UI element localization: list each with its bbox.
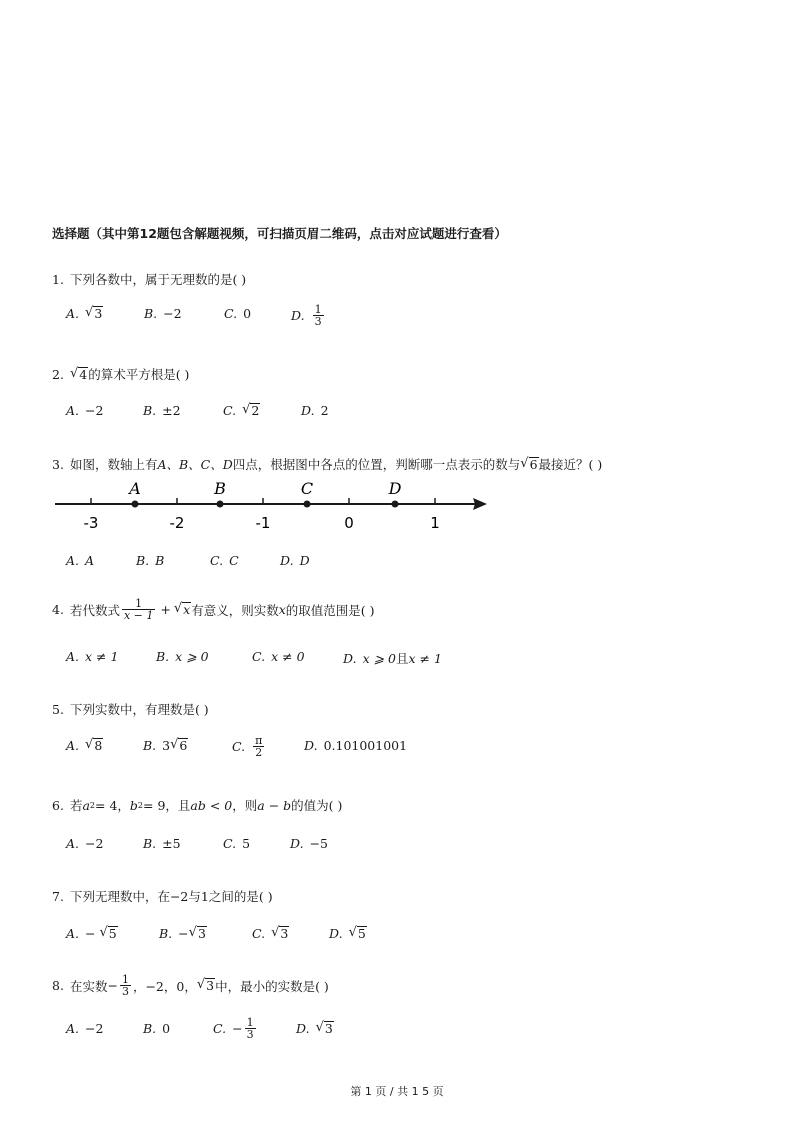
- question-7: 7. 下列无理数中，在 −2 与 1 之间的是( ): [52, 888, 273, 904]
- option-b[interactable]: B. 3 √ 6: [143, 737, 188, 754]
- point-b: [217, 501, 224, 508]
- option-a[interactable]: A. − √ 5: [66, 925, 117, 942]
- tick-label: -3: [83, 514, 99, 532]
- option-b[interactable]: B. ±2: [143, 403, 181, 418]
- option-c[interactable]: C. 5: [223, 836, 251, 851]
- option-a[interactable]: A. A: [66, 553, 95, 568]
- option-a[interactable]: A. √ 8: [66, 737, 103, 754]
- option-a[interactable]: A. √ 3: [66, 305, 103, 322]
- question-5: 5. 下列实数中，有理数是( ): [52, 701, 209, 717]
- tick-label: -1: [255, 514, 271, 532]
- point-label: C: [300, 479, 314, 498]
- question-2: 2. √ 4 的算术平方根是( ): [52, 365, 190, 382]
- question-8: 8. 在实数 − $\frac{1}{3}$ ，−2，0， √ 3 中，最小的实数是( ): [52, 973, 329, 998]
- point-label: D: [388, 479, 402, 498]
- point-c: [304, 501, 311, 508]
- question-stem: 下列实数中，有理数是( ): [69, 702, 209, 717]
- option-c[interactable]: C. C: [210, 553, 239, 568]
- option-d[interactable]: D. $\frac{1}{3}$: [291, 303, 322, 328]
- question-number: 1.: [52, 271, 64, 287]
- option-a[interactable]: A. −2: [66, 836, 104, 851]
- option-d[interactable]: D. x ⩾ 0 且 x ≠ 1: [343, 650, 442, 666]
- question-4: 4. 若代数式 $\frac{1}{x - 1}$ + √ x 有意义，则实数 x 的取值范围是( ): [52, 597, 375, 622]
- option-b[interactable]: B. − √ 3: [159, 925, 206, 942]
- option-c[interactable]: C. √ 2: [223, 402, 260, 419]
- option-d[interactable]: D. −5: [290, 836, 328, 851]
- option-a[interactable]: A. −2: [66, 403, 104, 418]
- axis-arrow-icon: [473, 498, 487, 510]
- question-3: 3. 如图，数轴上有 A、B、C、D 四点，根据图中各点的位置，判断哪一点表示的数与 √ 6 最接近？( ): [52, 455, 603, 472]
- option-b[interactable]: B. ±5: [143, 836, 181, 851]
- number-line: [55, 478, 495, 538]
- tick-label: 0: [344, 514, 354, 532]
- option-a[interactable]: A. −2: [66, 1021, 104, 1036]
- option-b[interactable]: B. 0: [143, 1021, 171, 1036]
- point-a: [132, 501, 139, 508]
- question-stem: 的算术平方根是( ): [88, 367, 190, 382]
- option-c[interactable]: C. x ≠ 0: [252, 649, 305, 664]
- option-c[interactable]: C. 0: [224, 306, 252, 321]
- option-b[interactable]: B. x ⩾ 0: [156, 649, 209, 664]
- page-footer: 第 1 页 / 共 1 5 页: [350, 1085, 444, 1098]
- option-d[interactable]: D. D: [280, 553, 310, 568]
- question-1: [52, 270, 246, 288]
- question-6: 6. 若 a 2 = 4， b 2 = 9，且 ab < 0 ，则 a − b 的值为( ): [52, 797, 343, 813]
- question-stem: 下列各数中，属于无理数的是( ): [69, 272, 247, 287]
- point-d: [392, 501, 399, 508]
- option-b[interactable]: B. −2: [144, 306, 182, 321]
- point-label: A: [129, 479, 141, 498]
- option-c[interactable]: C. √ 3: [252, 925, 289, 942]
- section-title: 选择题（其中第12题包含解题视频，可扫描页眉二维码，点击对应试题进行查看）: [52, 226, 507, 241]
- option-d[interactable]: D. √ 5: [329, 925, 366, 942]
- point-label: B: [214, 479, 226, 498]
- tick-label: 1: [430, 514, 440, 532]
- option-d[interactable]: D. 0.101001001: [304, 738, 408, 753]
- option-d[interactable]: D. 2: [301, 403, 329, 418]
- option-c[interactable]: C. $\frac{\pi}{2}$: [232, 734, 263, 759]
- option-d[interactable]: D. √ 3: [296, 1020, 333, 1037]
- tick-label: -2: [169, 514, 185, 532]
- option-b[interactable]: B. B: [136, 553, 165, 568]
- option-a[interactable]: A. x ≠ 1: [66, 649, 119, 664]
- option-c[interactable]: C. − $\frac{1}{3}$: [213, 1016, 254, 1041]
